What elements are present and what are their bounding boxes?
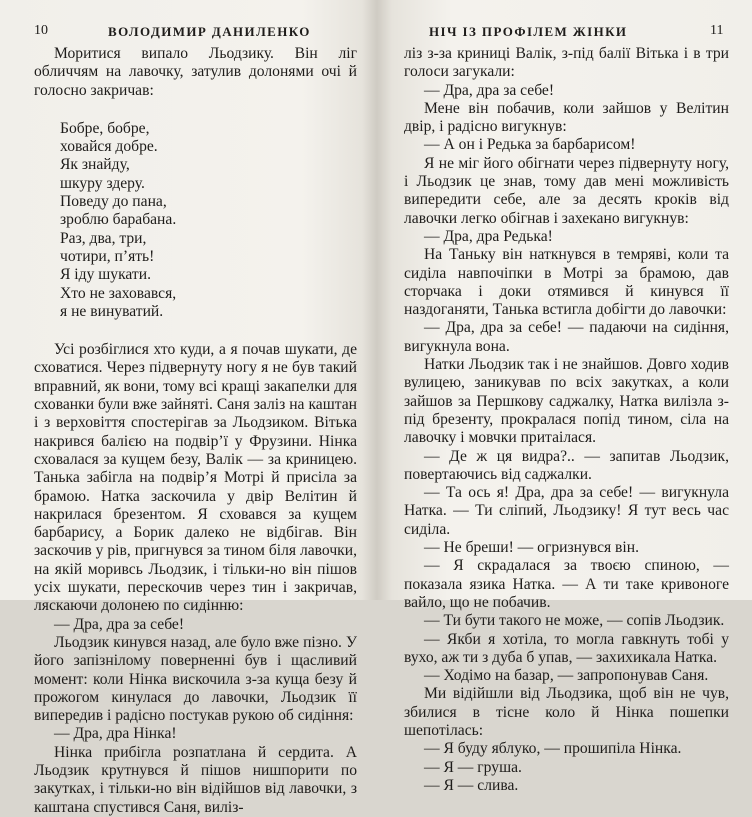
paragraph: Я не міг його обігнати через підвернуту ногу, і Льодзик це знав, тому дав мені можливість випередити себе, але за десять кроків від лавочки легко обігнав і захекано вигукнув: xyxy=(404,154,729,227)
verse-line: я не винуватий. xyxy=(60,302,164,320)
page-number-right: 11 xyxy=(710,23,724,38)
right-page xyxy=(377,0,752,794)
dialogue-line: — Я — груша. xyxy=(424,758,522,776)
verse-line: чотири, п’ять! xyxy=(60,247,155,265)
paragraph: На Таньку він наткнувся в темряві, коли та сиділа навпочіпки в Мотрі за брамою, дав сторчака і доки отямився й кинувся її наздоганяти, Танька встигла добігти до лавочки: xyxy=(404,246,729,319)
dialogue-line: — Я буду яблуко, — прошипіла Нінка. xyxy=(424,740,682,758)
dialogue-line: — Дра, дра Редька! xyxy=(424,227,553,245)
dialogue-line: — Де ж ця видра?.. — запитав Льодзик, повертаючись від саджалки. xyxy=(404,447,729,483)
verse-line: Хто не заховався, xyxy=(60,284,177,302)
paragraph: Мене він побачив, коли зайшов у Велітин двір, і радісно вигукнув: xyxy=(404,99,729,136)
dialogue-line: — Я скрадалася за твоєю спиною, — показала язика Натка. — А ти таке кривоноге вайло, що не побачив. xyxy=(404,557,729,611)
running-head-right: НІЧ ІЗ ПРОФІЛЕМ ЖІНКИ xyxy=(429,24,628,39)
page-number-left: 10 xyxy=(34,23,48,38)
paragraph: Ми відійшли від Льодзика, щоб він не чув, збилися в тісне коло й Нінка пошепки шепотілась: xyxy=(404,685,729,739)
verse-line: Я іду шукати. xyxy=(60,266,151,284)
verse-line: Поведу до пана, xyxy=(60,193,167,211)
dialogue-line: — Та ось я! Дра, дра за себе! — вигукнула Натка. — Ти сліпий, Льодзику! Я тут весь час сиділа. xyxy=(404,484,729,538)
paragraph: Льодзик кинувся назад, але було вже пізно. У його запізнілому поверненні був і щасливий момент: коли Нінка вискочила з-за куща безу й прожогом кинулася до лавочки, Льодзик її випередив і радісно постукав рукою об сидіння: xyxy=(34,633,357,725)
verse-line: зроблю барабана. xyxy=(60,211,177,229)
dialogue-line: — А он і Редька за барбарисом! xyxy=(424,136,636,154)
rhyme-verse xyxy=(60,120,357,321)
dialogue-line: — Дра, дра Нінка! xyxy=(54,725,177,743)
dialogue-line: — Дра, дра за себе! xyxy=(424,81,555,99)
verse-line: Як знайду, xyxy=(60,156,130,174)
paragraph: Усі розбіглися хто куди, а я почав шукати, де сховатися. Через підвернуту ногу я не був такий вправний, як вони, тому всі кращі закапелки для схованки були вже зайняті. Саня заліз на каштан і з верховіття спостерігав за Льодзиком. Вітька накрився балією на подвір’ї у Фрузини. Нінка сховалася за кущем безу, Валік — за криницею. Танька забігла на подвір’я Мотрі й присіла за брамою. Натка заскочила у двір Велітин й накрилася брезентом. Я сховався за кущем барбарису, а Борик далеко не відбігав. Він заскочив у рів, пригнувся за тином біля лавочки, на якій моривсь Льодзик, і тільки-но він пішов усіх шукати, перескочив через тин і закричав, ляскаючи долонею по сидінню: xyxy=(34,341,357,615)
dialogue-line: — Якби я хотіла, то могла гавкнуть тобі у вухо, аж ти з дуба б упав, — захихикала Натка. xyxy=(404,630,729,666)
right-page-body xyxy=(404,45,729,795)
verse-line: шкуру здеру. xyxy=(60,174,145,192)
dialogue-line: — Не бреши! — огризнувся він. xyxy=(424,539,640,557)
verse-line: Бобре, бобре, xyxy=(60,119,150,137)
dialogue-line: — Ходімо на базар, — запропонував Саня. xyxy=(424,667,709,685)
verse-line: ховайся добре. xyxy=(60,138,158,156)
left-page-body xyxy=(34,45,357,817)
paragraph: Моритися випало Льодзику. Він ліг обличчям на лавочку, затулив долонями очі й голосно закричав: xyxy=(34,45,357,99)
running-head-left: ВОЛОДИМИР ДАНИЛЕНКО xyxy=(108,24,311,39)
dialogue-line: — Дра, дра за себе! — падаючи на сидіння, вигукнула вона. xyxy=(404,319,729,355)
paragraph: ліз з-за криниці Валік, з-під балії Вітька і в три голоси загукали: xyxy=(404,45,729,81)
dialogue-line: — Дра, дра за себе! xyxy=(54,615,185,633)
paragraph: Нінка прибігла розпатлана й сердита. А Льодзик крутнувся й пішов нишпорити по закутках, і тільки-но він відійшов від лавочки, з каштана спустився Саня, виліз- xyxy=(34,743,357,816)
verse-line: Раз, два, три, xyxy=(60,229,147,247)
paragraph: Натки Льодзик так і не знайшов. Довго ходив вулицею, заникував по всіх закутках, а коли зайшов за Першкову саджалку, Натка вилізла з-під брезенту, прокралася попід тином, сіла на лавочку і мовчки притаілася. xyxy=(404,356,729,447)
dialogue-line: — Ти бути такого не може, — сопів Льодзик. xyxy=(424,612,725,630)
dialogue-line: — Я — слива. xyxy=(424,776,519,794)
